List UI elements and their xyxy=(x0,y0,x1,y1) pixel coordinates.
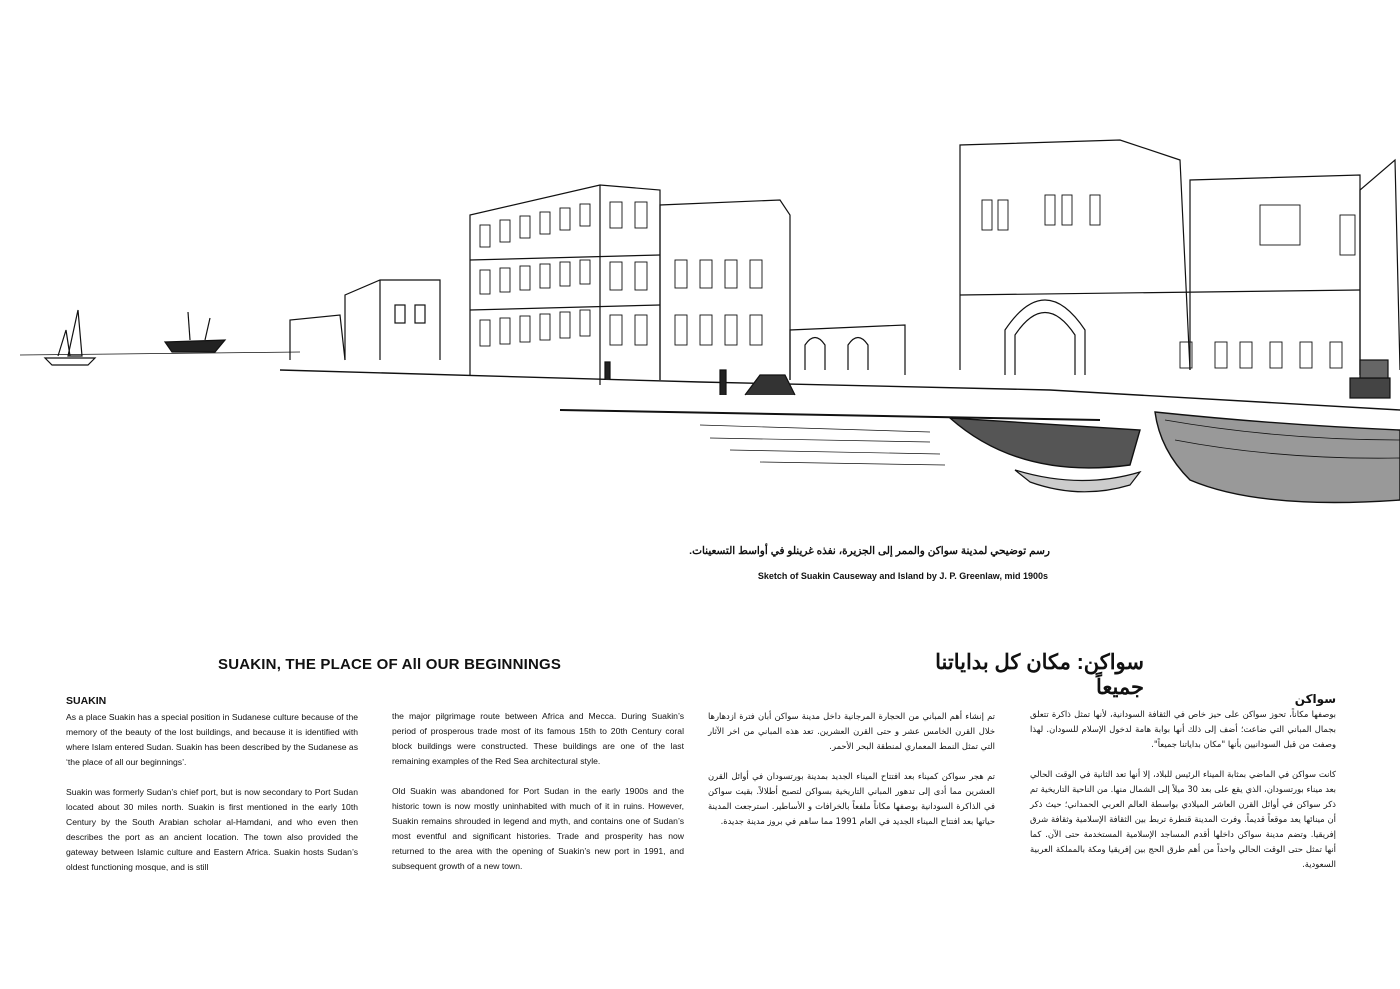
suakin-sketch-illustration xyxy=(0,120,1400,540)
arabic-column-2 xyxy=(708,709,995,844)
heading-suakin-arabic: سواكن xyxy=(1294,692,1336,706)
title-english: SUAKIN, THE PLACE OF All OUR BEGINNINGS xyxy=(218,656,562,673)
paragraph: تم إنشاء أهم المباني من الحجارة المرجانية داخل مدينة سواكن أبان فترة ازدهارها خلال القرن الخامس عشر و حتى القرن العشرين. تعد هذه المباني من اخر الآثار التي تمثل النمط المعماري لمنطقة البحر الأحمر. xyxy=(708,711,995,751)
caption-english: Sketch of Suakin Causeway and Island by J. P. Greenlaw, mid 1900s xyxy=(757,571,1048,581)
gate-building-sketch xyxy=(960,140,1400,375)
title-arabic: سواكن: مكان كل بداياتنا جميعاً xyxy=(935,651,1144,699)
crates-sketch xyxy=(1350,360,1390,398)
figures-sketch xyxy=(605,362,795,395)
paragraph: تم هجر سواكن كميناء بعد افتتاح الميناء الجديد بمدينة بورتسودان في أوائل القرن العشرين مما أدى إلى تدهور المباني التاريخية بسواكن لتصبح أطلالاً. بقيت سواكن في الذاكرة السودانية بوصفها مكاناً ملفعاً بالخرافات و الأساطير. استرجعت المدينة حياتها بعد افتتاح الميناء الجديد في العام 1991 مما ساهم في بروز مدينة جديدة. xyxy=(708,771,995,826)
paragraph: بوصفها مكاناً، تحوز سواكن على حيز خاص في الثقافة السودانية، لأنها تمثل ذاكرة تتعلق بجمال المباني التي ضاعت؛ أضف إلى ذلك أنها بوابة هامة لدخول الإسلام للسودان. لهذا وصفت من قبل السودانيين بأنها "مكان بداياتنا جميعاً". xyxy=(1030,709,1336,749)
paragraph: As a place Suakin has a special position in Sudanese culture because of the memory of the beauty of the lost buildings, and because it is identified with where Islam entered Sudan. Suakin has been described by the Sudanese as ‘the place of all our beginnings’. xyxy=(66,712,358,767)
sailboat-icon xyxy=(45,310,95,365)
english-column-2 xyxy=(392,709,684,889)
paragraph: كانت سواكن في الماضي بمثابة الميناء الرئيس للبلاد، إلا أنها تعد الثانية في الوقت الحالي بعد ميناء بورتسودان، الذي يقع على بعد 30 ميلاً إلى الشمال منها. من الناحية التاريخية تم ذكر سواكن في أوائل القرن العاشر الميلادي بواسطة العالم العربي الحمداني؛ حيث ذكر أن مينائها يعد موقعاً قديماً. وفرت المدينة قنطرة تربط بين الثقافة الإسلامية وثقافة شرق إفريقيا. وتضم مدينة سواكن داخلها أقدم المساجد الإسلامية المستخدمة حتى الآن. كما أنها تمثل حتى الوقت الحالي واحداً من أهم طرق الحج بين إفريقيا ومكة بالمملكة العربية السعودية. xyxy=(1030,769,1337,869)
paragraph: Suakin was formerly Sudan’s chief port, but is now secondary to Port Sudan located about 30 miles north. Suakin is first mentioned in the early 10th Century by the South Arabian scholar al-Hamdani, and who even then describes the port as an ancient location. The town also provided the gateway between Islamic culture and Eastern Africa. Suakin hosts Sudan’s oldest functioning mosque, and is still xyxy=(66,787,358,872)
english-column-1 xyxy=(66,694,358,890)
coral-building-sketch xyxy=(470,185,660,385)
caption-arabic: رسم توضيحي لمدينة سواكن والممر إلى الجزيرة، نفذه غرينلو في أواسط التسعينات. xyxy=(689,545,1050,557)
heading-suakin-english: SUAKIN xyxy=(66,695,107,707)
paragraph: the major pilgrimage route between Africa and Mecca. During Suakin’s period of prosperous trade most of its famous 15th to 20th Century coral block buildings were constructed. These buildings are one of the last remaining examples of the Red Sea architectural style. xyxy=(392,711,684,766)
boats-sketch xyxy=(950,412,1400,503)
paragraph: Old Suakin was abandoned for Port Sudan in the early 1900s and the historic town is now mostly uninhabited with much of it in ruins. However, Suakin remains shrouded in legend and myth, and contains one of Sudan’s most eventful and significant histories. Trade and prosperity has now returned to the area with the opening of Suakin’s new port in 1991, and subsequent growth of a new town. xyxy=(392,786,684,871)
arabic-column-1 xyxy=(1030,692,1336,887)
dhow-icon xyxy=(165,312,225,352)
